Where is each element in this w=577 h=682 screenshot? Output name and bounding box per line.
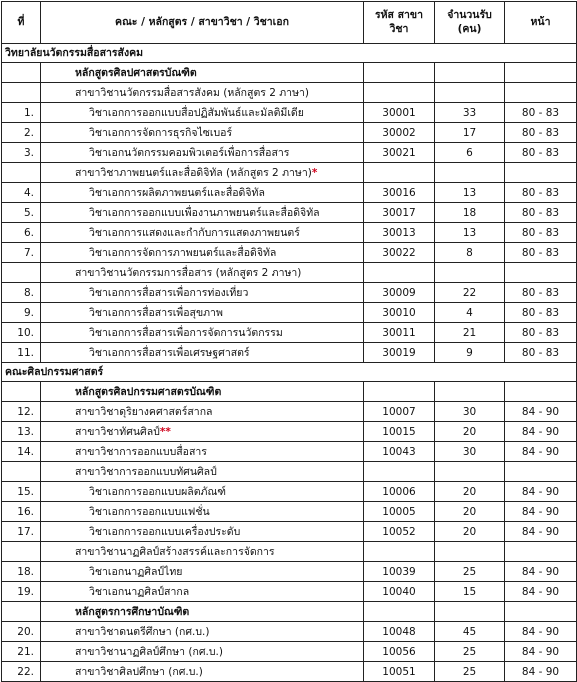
table-row [2, 203, 577, 223]
row-code-empty [364, 602, 435, 622]
table-row [2, 502, 577, 522]
page-range: 84 - 90 [505, 582, 577, 602]
seat-count: 8 [435, 243, 505, 263]
branch-row [2, 542, 577, 562]
program-name [41, 502, 364, 522]
page-range: 80 - 83 [505, 303, 577, 323]
seat-count: 33 [435, 103, 505, 123]
header-program: คณะ / หลักสูตร / สาขาวิชา / วิชาเอก [41, 2, 364, 44]
row-number: 13. [2, 422, 41, 442]
row-number: 8. [2, 283, 41, 303]
table-row [2, 622, 577, 642]
page-range: 84 - 90 [505, 642, 577, 662]
table-row [2, 522, 577, 542]
table-header-row [2, 2, 577, 44]
table-row [2, 482, 577, 502]
page-range: 84 - 90 [505, 522, 577, 542]
program-code: 10015 [364, 422, 435, 442]
table-row [2, 183, 577, 203]
admission-quota-table [1, 1, 577, 682]
program-name [41, 442, 364, 462]
seat-count: 13 [435, 223, 505, 243]
program-code: 30022 [364, 243, 435, 263]
row-number: 12. [2, 402, 41, 422]
seat-count: 20 [435, 422, 505, 442]
row-seats-empty [435, 542, 505, 562]
program-name [41, 622, 364, 642]
row-seats-empty [435, 163, 505, 183]
seat-count: 22 [435, 283, 505, 303]
seat-count: 6 [435, 143, 505, 163]
seat-count: 21 [435, 323, 505, 343]
table-row [2, 642, 577, 662]
page-range: 84 - 90 [505, 662, 577, 682]
row-code-empty [364, 462, 435, 482]
page-range: 84 - 90 [505, 622, 577, 642]
table-row [2, 103, 577, 123]
row-label: วิชาเอกการออกแบบสื่อปฏิสัมพันธ์และมัลติมีเดีย [89, 107, 304, 119]
seat-count: 17 [435, 123, 505, 143]
row-number: 19. [2, 582, 41, 602]
row-label: สาขาวิชาทัศนศิลป์ [75, 426, 160, 438]
program-name [41, 642, 364, 662]
row-label: สาขาวิชานวัตกรรมการสื่อสาร (หลักสูตร 2 ภาษา) [75, 267, 302, 279]
program-code: 30011 [364, 323, 435, 343]
table-row [2, 402, 577, 422]
row-label: วิชาเอกการสื่อสารเพื่อการท่องเที่ยว [89, 287, 249, 299]
page-range: 84 - 90 [505, 562, 577, 582]
row-label: วิชาเอกการจัดการภาพยนตร์และสื่อดิจิทัล [89, 247, 277, 259]
program-name [41, 283, 364, 303]
row-label: วิชาเอกการสื่อสารเพื่อการจัดการนวัตกรรม [89, 327, 283, 339]
table-row [2, 562, 577, 582]
branch-name [41, 83, 364, 103]
row-label: หลักสูตรการศึกษาบัณฑิต [75, 606, 190, 618]
branch-row [2, 462, 577, 482]
table-row [2, 442, 577, 462]
program-name [41, 183, 364, 203]
row-number: 7. [2, 243, 41, 263]
program-name [41, 522, 364, 542]
seat-count: 9 [435, 343, 505, 363]
program-name [41, 402, 364, 422]
degree-name [41, 382, 364, 402]
branch-name [41, 263, 364, 283]
row-label: วิชาเอกการออกแบบเพื่องานภาพยนตร์และสื่อดิจิทัล [89, 207, 320, 219]
row-code-empty [364, 542, 435, 562]
row-label: สาขาวิชาการออกแบบทัศนศิลป์ [75, 466, 217, 478]
seat-count: 20 [435, 502, 505, 522]
row-label: วิชาเอกการออกแบบแฟชั่น [89, 506, 210, 518]
row-no-empty [2, 163, 41, 183]
table-row [2, 323, 577, 343]
program-name [41, 482, 364, 502]
program-name [41, 343, 364, 363]
program-code: 30009 [364, 283, 435, 303]
seat-count: 25 [435, 562, 505, 582]
row-code-empty [364, 83, 435, 103]
row-seats-empty [435, 382, 505, 402]
row-number: 15. [2, 482, 41, 502]
table-row [2, 582, 577, 602]
program-code: 10006 [364, 482, 435, 502]
page-range: 84 - 90 [505, 502, 577, 522]
asterisk-note: ** [159, 426, 171, 438]
row-code-empty [364, 382, 435, 402]
row-label: วิชาเอกนาฏศิลป์สากล [89, 586, 190, 598]
row-label: วิชาเอกนวัตกรรมคอมพิวเตอร์เพื่อการสื่อสาร [89, 147, 290, 159]
program-name [41, 662, 364, 682]
row-number: 16. [2, 502, 41, 522]
program-name [41, 143, 364, 163]
row-number: 9. [2, 303, 41, 323]
program-code: 30017 [364, 203, 435, 223]
row-number: 18. [2, 562, 41, 582]
branch-name [41, 163, 364, 183]
row-label: สาขาวิชานาฏศิลป์สร้างสรรค์และการจัดการ [75, 546, 275, 558]
row-number: 5. [2, 203, 41, 223]
row-label: สาขาวิชาดุริยางคศาสตร์สากล [75, 406, 213, 418]
row-page-empty [505, 63, 577, 83]
row-page-empty [505, 263, 577, 283]
row-no-empty [2, 602, 41, 622]
table-row [2, 343, 577, 363]
table-body [2, 44, 577, 682]
row-label: วิชาเอกนาฏศิลป์ไทย [89, 566, 183, 578]
seat-count: 45 [435, 622, 505, 642]
program-code: 10007 [364, 402, 435, 422]
program-code: 30002 [364, 123, 435, 143]
row-number: 17. [2, 522, 41, 542]
program-code: 10043 [364, 442, 435, 462]
row-number: 4. [2, 183, 41, 203]
page-range: 80 - 83 [505, 183, 577, 203]
program-name [41, 323, 364, 343]
branch-row [2, 263, 577, 283]
seat-count: 30 [435, 402, 505, 422]
table-row [2, 662, 577, 682]
program-name [41, 422, 364, 442]
seat-count: 20 [435, 522, 505, 542]
page-range: 84 - 90 [505, 422, 577, 442]
page-range: 80 - 83 [505, 103, 577, 123]
branch-row [2, 83, 577, 103]
table-row [2, 303, 577, 323]
row-no-empty [2, 263, 41, 283]
seat-count: 15 [435, 582, 505, 602]
program-name [41, 103, 364, 123]
program-code: 30001 [364, 103, 435, 123]
row-label: วิชาเอกการสื่อสารเพื่อเศรษฐศาสตร์ [89, 347, 250, 359]
row-number: 1. [2, 103, 41, 123]
row-label: สาขาวิชานาฏศิลป์ศึกษา (กศ.บ.) [75, 646, 223, 658]
seat-count: 13 [435, 183, 505, 203]
header-page: หน้า [505, 2, 577, 44]
row-seats-empty [435, 83, 505, 103]
row-code-empty [364, 263, 435, 283]
table-row [2, 123, 577, 143]
table-row [2, 243, 577, 263]
row-label: วิชาเอกการจัดการธุรกิจไซเบอร์ [89, 127, 233, 139]
degree-name [41, 63, 364, 83]
table-row [2, 283, 577, 303]
degree-row [2, 602, 577, 622]
faculty-row [2, 363, 577, 382]
row-number: 2. [2, 123, 41, 143]
row-seats-empty [435, 63, 505, 83]
header-seats: จำนวนรับ (คน) [435, 2, 505, 44]
faculty-name: วิทยาลัยนวัตกรรมสื่อสารสังคม [2, 44, 577, 63]
page-range: 80 - 83 [505, 123, 577, 143]
row-page-empty [505, 382, 577, 402]
row-label: วิชาเอกการสื่อสารเพื่อสุขภาพ [89, 307, 223, 319]
program-code: 30010 [364, 303, 435, 323]
row-number: 14. [2, 442, 41, 462]
faculty-name: คณะศิลปกรรมศาสตร์ [2, 363, 577, 382]
program-name [41, 123, 364, 143]
degree-row [2, 382, 577, 402]
degree-row [2, 63, 577, 83]
asterisk-note: * [311, 167, 318, 179]
program-name [41, 582, 364, 602]
page-range: 80 - 83 [505, 143, 577, 163]
branch-name [41, 542, 364, 562]
seat-count: 4 [435, 303, 505, 323]
page-range: 80 - 83 [505, 323, 577, 343]
program-code: 10051 [364, 662, 435, 682]
program-code: 30013 [364, 223, 435, 243]
row-number: 3. [2, 143, 41, 163]
page-range: 80 - 83 [505, 343, 577, 363]
row-label: วิชาเอกการแสดงและกำกับการแสดงภาพยนตร์ [89, 227, 300, 239]
row-label: หลักสูตรศิลปกรรมศาสตรบัณฑิต [75, 386, 222, 398]
seat-count: 20 [435, 482, 505, 502]
program-name [41, 562, 364, 582]
row-label: วิชาเอกการออกแบบเครื่องประดับ [89, 526, 241, 538]
header-code: รหัส สาขาวิชา [364, 2, 435, 44]
row-no-empty [2, 83, 41, 103]
page-range: 80 - 83 [505, 203, 577, 223]
row-label: หลักสูตรศิลปศาสตรบัณฑิต [75, 67, 197, 79]
row-no-empty [2, 462, 41, 482]
row-page-empty [505, 542, 577, 562]
row-label: สาขาวิชาศิลปศึกษา (กศ.บ.) [75, 666, 203, 678]
row-number: 21. [2, 642, 41, 662]
row-code-empty [364, 63, 435, 83]
row-page-empty [505, 163, 577, 183]
program-code: 10005 [364, 502, 435, 522]
seat-count: 30 [435, 442, 505, 462]
program-code: 10056 [364, 642, 435, 662]
row-label: สาขาวิชานวัตกรรมสื่อสารสังคม (หลักสูตร 2 ภาษา) [75, 87, 309, 99]
row-no-empty [2, 542, 41, 562]
page-range: 84 - 90 [505, 402, 577, 422]
row-number: 22. [2, 662, 41, 682]
page-range: 80 - 83 [505, 283, 577, 303]
row-number: 6. [2, 223, 41, 243]
table-row [2, 143, 577, 163]
program-code: 10040 [364, 582, 435, 602]
row-number: 10. [2, 323, 41, 343]
program-name [41, 243, 364, 263]
row-no-empty [2, 382, 41, 402]
admission-table-container [1, 1, 576, 682]
row-seats-empty [435, 462, 505, 482]
program-code: 30016 [364, 183, 435, 203]
faculty-row [2, 44, 577, 63]
table-row [2, 422, 577, 442]
row-code-empty [364, 163, 435, 183]
program-code: 10048 [364, 622, 435, 642]
program-name [41, 203, 364, 223]
row-number: 20. [2, 622, 41, 642]
seat-count: 18 [435, 203, 505, 223]
degree-name [41, 602, 364, 622]
row-page-empty [505, 83, 577, 103]
seat-count: 25 [435, 662, 505, 682]
page-range: 80 - 83 [505, 243, 577, 263]
page-range: 80 - 83 [505, 223, 577, 243]
program-code: 10039 [364, 562, 435, 582]
program-code: 30019 [364, 343, 435, 363]
header-no: ที่ [2, 2, 41, 44]
row-label: วิชาเอกการผลิตภาพยนตร์และสื่อดิจิทัล [89, 187, 265, 199]
seat-count: 25 [435, 642, 505, 662]
row-page-empty [505, 462, 577, 482]
program-code: 30021 [364, 143, 435, 163]
row-no-empty [2, 63, 41, 83]
row-label: สาขาวิชาการออกแบบสื่อสาร [75, 446, 207, 458]
row-number: 11. [2, 343, 41, 363]
page-range: 84 - 90 [505, 482, 577, 502]
row-label: สาขาวิชาดนตรีศึกษา (กศ.บ.) [75, 626, 210, 638]
program-name [41, 223, 364, 243]
row-label: วิชาเอกการออกแบบผลิตภัณฑ์ [89, 486, 226, 498]
branch-row [2, 163, 577, 183]
row-seats-empty [435, 602, 505, 622]
program-name [41, 303, 364, 323]
row-seats-empty [435, 263, 505, 283]
page-range: 84 - 90 [505, 442, 577, 462]
program-code: 10052 [364, 522, 435, 542]
row-label: สาขาวิชาภาพยนตร์และสื่อดิจิทัล (หลักสูตร 2 ภาษา) [75, 167, 312, 179]
row-page-empty [505, 602, 577, 622]
branch-name [41, 462, 364, 482]
table-row [2, 223, 577, 243]
